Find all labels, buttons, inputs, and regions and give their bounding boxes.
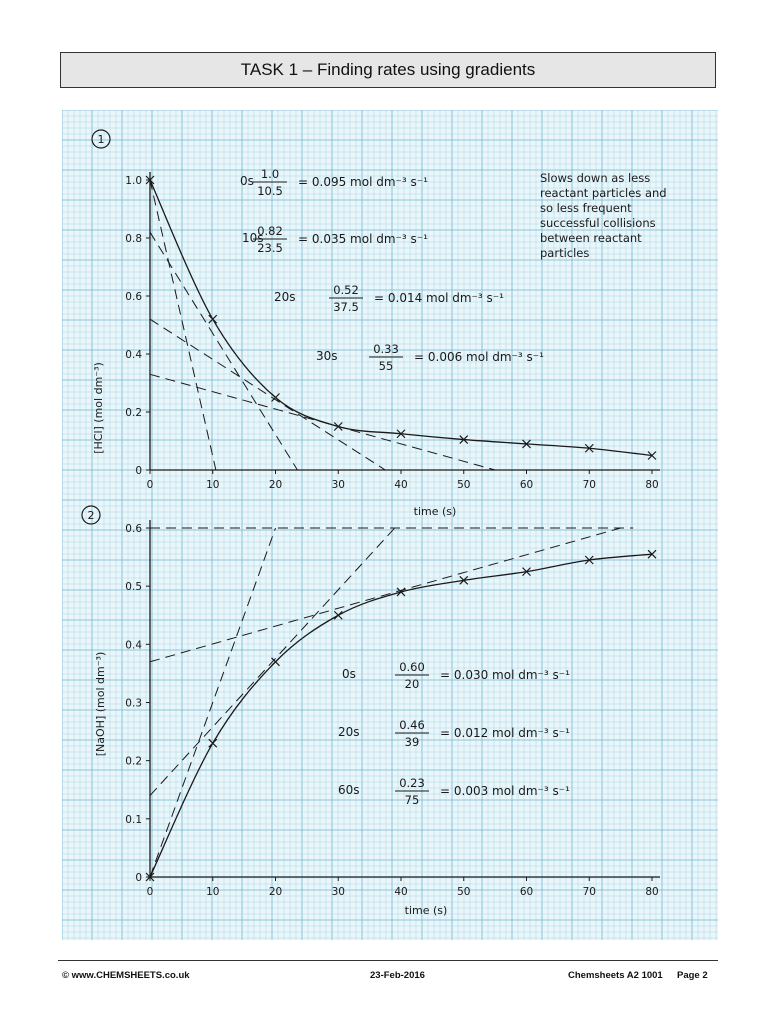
chart-2-x-tick-label: 40: [394, 886, 408, 898]
chart-2-rate-value: = 0.012 mol dm⁻³ s⁻¹: [440, 726, 570, 740]
chart-1-rate-value: = 0.006 mol dm⁻³ s⁻¹: [414, 350, 544, 364]
chart-1-x-tick-label: 60: [519, 479, 534, 491]
chart-2-ylabel: [NaOH] (mol dm⁻³): [94, 651, 107, 757]
chart-1-y-tick-label: 0.2: [125, 407, 142, 419]
chart-1-rate-value: = 0.035 mol dm⁻³ s⁻¹: [298, 232, 428, 246]
chart-2-x-tick-label: 70: [582, 886, 596, 898]
chart-1-note-line: between reactant: [540, 231, 642, 245]
chart-1-x-tick-label: 40: [394, 479, 408, 491]
chart-1-rate-value: = 0.095 mol dm⁻³ s⁻¹: [298, 175, 428, 189]
chart-1-note-line: successful collisions: [540, 216, 656, 230]
chart-1-y-tick-label: 0.4: [125, 349, 142, 361]
chart-2-rate-numerator: 0.60: [399, 660, 425, 674]
chart-2-rate-numerator: 0.46: [399, 718, 425, 732]
chart-1-rate-denominator: 10.5: [257, 184, 283, 198]
graph-paper-svg: [62, 110, 718, 940]
chart-1-x-tick-label: 70: [582, 479, 596, 491]
chart-2-xlabel: time (s): [404, 904, 448, 917]
footer-copyright: © www.CHEMSHEETS.co.uk: [62, 970, 190, 981]
chart-2-rate-denominator: 39: [404, 735, 420, 749]
chart-1-number-text: 1: [97, 133, 105, 146]
page-title-text: TASK 1 – Finding rates using gradients: [240, 60, 536, 79]
chart-1-x-tick-label: 0: [146, 479, 154, 491]
chart-2-x-tick-label: 50: [457, 886, 471, 898]
chart-1-x-tick-label: 30: [331, 479, 345, 491]
chart-1-rate-time: 20s: [274, 290, 296, 304]
chart-1-x-tick-label: 50: [457, 479, 471, 491]
chart-2-x-tick-label: 80: [645, 886, 659, 898]
chart-2-y-tick-label: 0.6: [125, 523, 142, 535]
footer-doc-id: Chemsheets A2 1001: [568, 970, 663, 981]
page-title: [60, 52, 716, 88]
chart-2-y-tick-label: 0.5: [125, 581, 142, 594]
chart-1-rate-time: 10s: [242, 231, 264, 245]
chart-2-y-tick-label: 0.3: [125, 697, 142, 710]
graph-paper: [62, 110, 718, 940]
chart-1-x-tick-label: 80: [645, 479, 659, 491]
chart-1-y-tick-label: 0.8: [125, 233, 142, 245]
footer-rule: [58, 960, 718, 961]
chart-2-y-tick-label: 0.1: [125, 813, 142, 826]
chart-2-rate-time: 20s: [338, 725, 360, 739]
chart-1-rate-numerator: 1.0: [260, 167, 280, 181]
chart-1-note-line: reactant particles and: [540, 186, 667, 200]
chart-1-ylabel: [HCl] (mol dm⁻³): [92, 362, 105, 454]
chart-2-rate-value: = 0.030 mol dm⁻³ s⁻¹: [440, 668, 570, 682]
chart-2-number-text: 2: [87, 509, 95, 522]
chart-1-note-line: particles: [540, 246, 590, 260]
chart-2-x-tick-label: 0: [146, 886, 154, 898]
chart-1-note-line: Slows down as less: [540, 171, 651, 185]
chart-2-x-tick-label: 60: [519, 886, 534, 898]
chart-2-rate-numerator: 0.23: [399, 776, 425, 790]
chart-1-rate-numerator: 0.33: [373, 342, 399, 356]
chart-1-y-tick-label: 1.0: [125, 175, 142, 187]
chart-1-note-line: so less frequent: [540, 201, 632, 215]
chart-1-y-tick-label: 0: [135, 465, 142, 477]
chart-2-x-tick-label: 10: [206, 886, 220, 898]
chart-2-rate-value: = 0.003 mol dm⁻³ s⁻¹: [440, 784, 570, 798]
chart-1-rate-denominator: 55: [378, 359, 394, 373]
chart-1-rate-denominator: 37.5: [333, 300, 359, 314]
chart-1-rate-numerator: 0.52: [333, 283, 359, 297]
chart-2-y-tick-label: 0.2: [125, 755, 142, 768]
chart-1-rate-time: 30s: [316, 349, 338, 363]
chart-2-y-tick-label: 0: [135, 872, 142, 884]
chart-2-y-tick-label: 0.4: [125, 639, 142, 652]
chart-1-xlabel: time (s): [413, 505, 457, 518]
chart-1-rate-numerator: 0.82: [257, 224, 283, 238]
chart-1-rate-denominator: 23.5: [257, 241, 283, 255]
chart-2-rate-denominator: 20: [404, 677, 420, 691]
chart-2-x-tick-label: 20: [268, 886, 283, 898]
chart-2-rate-time: 0s: [342, 667, 356, 681]
chart-1-x-tick-label: 10: [206, 479, 220, 491]
chart-1-rate-time: 0s: [240, 174, 254, 188]
footer-page: Page 2: [677, 970, 708, 981]
footer-date: 23-Feb-2016: [370, 970, 425, 981]
chart-2-rate-denominator: 75: [404, 793, 420, 807]
chart-2-x-tick-label: 30: [331, 886, 345, 898]
chart-1-x-tick-label: 20: [268, 479, 283, 491]
chart-1-rate-value: = 0.014 mol dm⁻³ s⁻¹: [374, 291, 504, 305]
chart-2-rate-time: 60s: [338, 783, 360, 797]
chart-1-y-tick-label: 0.6: [125, 291, 142, 303]
